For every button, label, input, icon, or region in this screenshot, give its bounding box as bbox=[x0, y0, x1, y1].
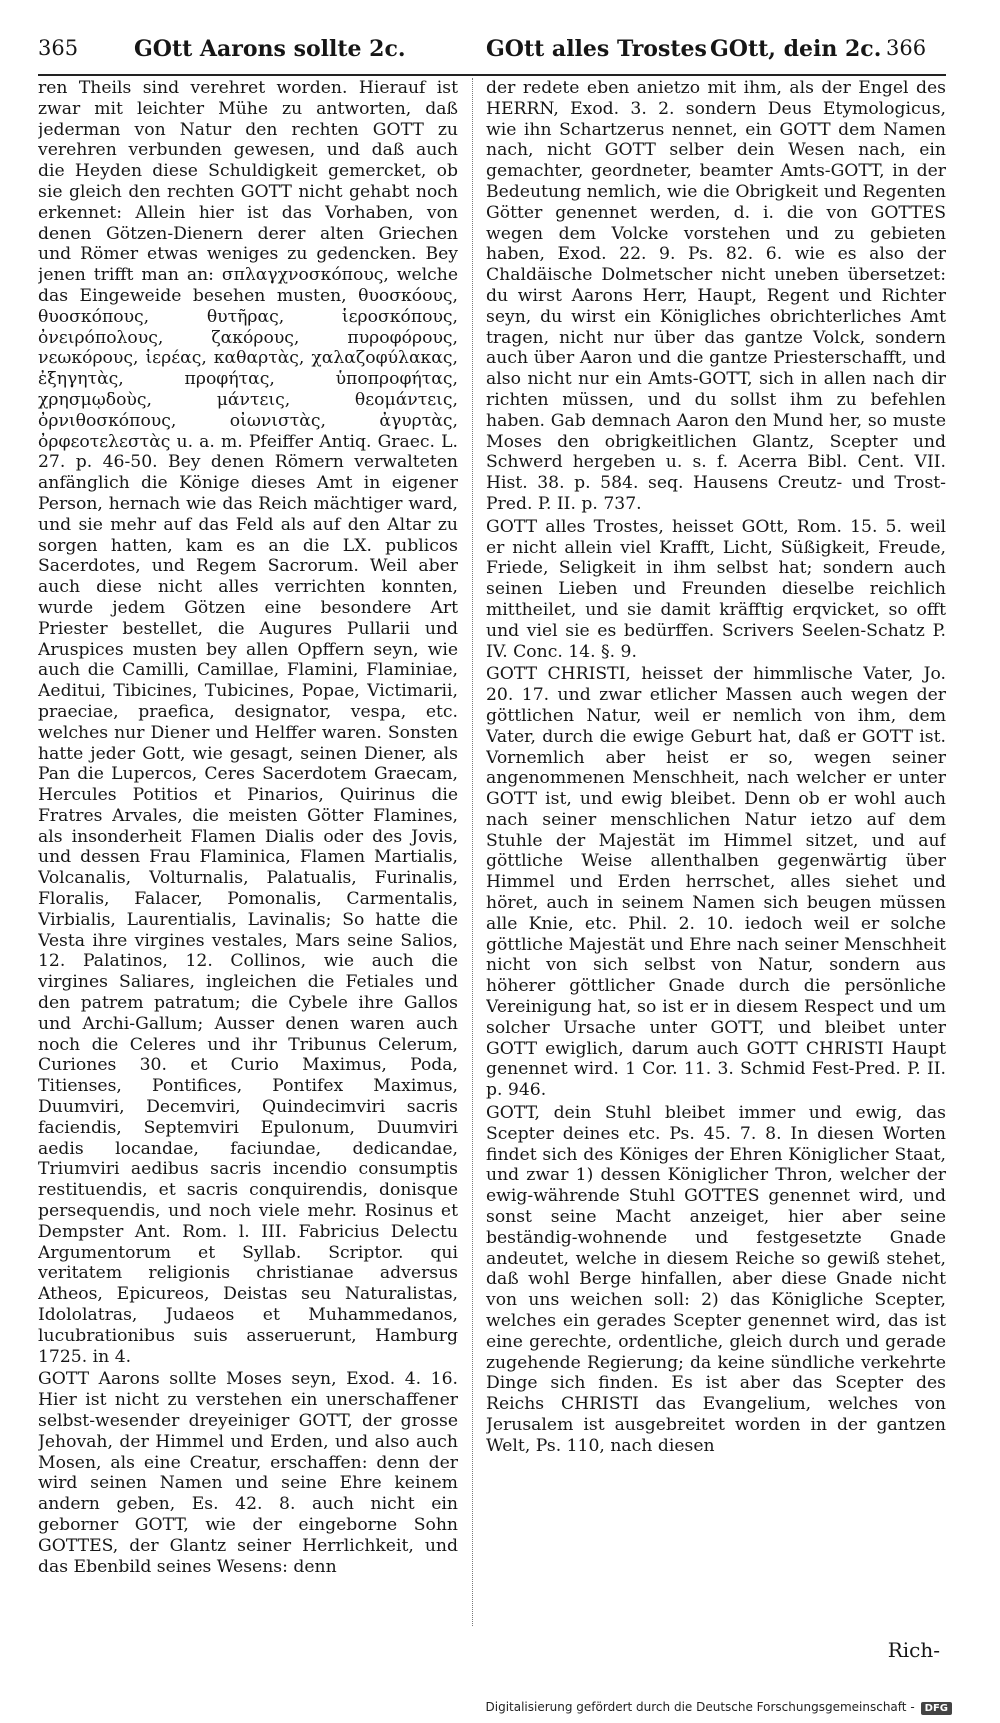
catchword: Rich- bbox=[887, 1638, 940, 1662]
column-divider bbox=[472, 78, 474, 1626]
right-text-column bbox=[486, 78, 946, 1630]
right-paragraph-continuation: der redete eben anietzo mit ihm, als der Engel des HERRN, Exod. 3. 2. sondern Deus Etymologicus, wie ihn Schartzerus nennet, ein GOTT dem Namen nach, nicht GOTT selber dein Wesen nach, ein gemachter, geordneter, beamter Amts-GOTT, in der Bedeutung nemlich, wie die Obrigkeit und Regenten Götter genennet werden, d. i. die von GOTTES wegen dem Volcke vorstehen und zu gebieten haben, Exod. 22. 9. Ps. 82. 6. wie es also der Chaldäische Dolmetscher nicht uneben übersetzet: du wirst Aarons Herr, Haupt, Regent und Richter seyn, du wirst ein Königliches obrichterliches Amt tragen, nicht nur über das gantze Volck, sondern auch über Aaron und die gantze Priesterschafft, und also nicht nur ein Amts-GOTT, sich in allen nach dir richten müssen, und du sollst ihm zu befehlen haben. Gab demnach Aaron den Mund her, so muste Moses den obrigkeitlichen Glantz, Scepter und Schwerd hergeben u. s. f. Acerra Bibl. Cent. VII. Hist. 38. p. 584. seq. Hausens Creutz- und Trost-Pred. P. II. p. 737. bbox=[486, 78, 946, 514]
right-running-title-second: GOtt, dein 2c. bbox=[710, 36, 882, 62]
left-running-title: GOtt Aarons sollte 2c. bbox=[134, 36, 406, 62]
page-header bbox=[38, 30, 946, 76]
right-paragraph-gott-dein-stuhl: GOTT, dein Stuhl bleibet immer und ewig, das Scepter deines etc. Ps. 45. 7. 8. In diesen Worten findet sich des Königes der Ehren Königlicher Staat, und zwar 1) dessen Königlicher Thron, welcher der ewig-währende Stuhl GOTTES genennet wird, und sonst seine Macht anzeiget, hier aber seine beständig-wohnende und festgesetzte Gnade andeutet, welche in diesem Reiche so gewiß stehet, daß wohl Berge hinfallen, aber diese Gnade nicht von uns weichen soll: 2) das Königliche Scepter, welches ein gerades Scepter genennet wird, das ist eine gerechte, ordentliche, gleich durch und gerade zugehende Regierung; da keine sündliche verkehrte Dinge sich finden. Es ist aber das Scepter des Reichs CHRISTI das Evangelium, welches von Jerusalem ist ausgebreitet worden in der gantzen Welt, Ps. 110, nach diesen bbox=[486, 1103, 946, 1456]
left-paragraph-gott-aarons: GOTT Aarons sollte Moses seyn, Exod. 4. 16. Hier ist nicht zu verstehen ein unerschaffener selbst-wesender dreyeiniger GOTT, der grosse Jehovah, der Himmel und Erden, und also auch Mosen, als eine Creatur, erschaffen: denn der wird seinen Namen und seine Ehre keinem andern geben, Es. 42. 8. auch nicht ein geborner GOTT, wie der eingeborne Sohn GOTTES, der Glantz seiner Herrlichkeit, und das Ebenbild seines Wesens: denn bbox=[38, 1369, 458, 1577]
right-paragraph-gott-christi: GOTT CHRISTI, heisset der himmlische Vater, Jo. 20. 17. und zwar etlicher Massen auch wegen der göttlichen Natur, weil er nemlich von ihm, dem Vater, durch die ewige Geburt hat, daß er GOTT ist. Vornemlich aber heist er so, wegen seiner angenommenen Menschheit, nach welcher er unter GOTT ist, und ewig bleibet. Denn ob er wohl auch nach seiner menschlichen Natur ietzo auf dem Stuhle der Majestät im Himmel sitzet, und auf göttliche Weise allenthalben gegenwärtig über Himmel und Erden herrschet, alles siehet und höret, auch in seinem Namen sich beugen müssen alle Knie, etc. Phil. 2. 10. iedoch weil er solche göttliche Majestät und Ehre nach seiner Menschheit nicht von sich selbst von Natur, sondern aus höherer göttlicher Gnade durch die persönliche Vereinigung hat, so ist er in diesem Respect und um solcher Ursache unter GOTT, und bleibet unter GOTT ewiglich, darum auch GOTT CHRISTI Haupt genennet wird. 1 Cor. 11. 3. Schmid Fest-Pred. P. II. p. 946. bbox=[486, 664, 946, 1101]
left-paragraph-priests: ren Theils sind verehret worden. Hierauf ist zwar mit leichter Mühe zu antworten, daß jederman von Natur den rechten GOTT zu verehren verbunden gewesen, und daß auch die Heyden diese Schuldigkeit gemercket, ob sie gleich den rechten GOTT nicht gehabt noch erkennet: Allein hier ist das Vorhaben, von denen Götzen-Dienern derer alten Griechen und Römer etwas weniges zu gedencken. Bey jenen trifft man an: σπλαγχνοσκόπους, welche das Eingeweide besehen musten, θυοσκόους, θυοσκόπους, θυτῆρας, ἱεροσκόπους, ὀνειρόπολους, ζακόρους, πυροφόρους, νεωκόρους, ἱερέας, καθαρτὰς, χαλαζοφύλακας, ἐξηγητὰς, προφήτας, ὑποπροφήτας, χρησμῳδοὺς, μάντεις, θεομάντεις, ὀρνιθοσκόπους, οἰωνιστὰς, ἀγυρτὰς, ὀρφεοτελεστὰς u. a. m. Pfeiffer Antiq. Graec. L. 27. p. 46-50. Bey denen Römern verwalteten anfänglich die Könige dieses Amt in eigener Person, hernach wie das Reich mächtiger ward, und sie mehr auf das Feld als auf den Altar zu sorgen hatten, kam es an die LX. publicos Sacerdotes, und Regem Sacrorum. Weil aber auch diese nicht alles verrichten konnten, wurde jedem Götzen eine besondere Art Priester bestellet, die Augures Pullarii und Aruspices musten bey allen Opffern seyn, wie auch die Camilli, Camillae, Flamini, Flaminiae, Aeditui, Tibicines, Tubicines, Popae, Victimarii, praeciae, praefica, designator, vespa, etc. welches nur Diener und Helffer waren. Sonsten hatte jeder Gott, wie gesagt, seinen Diener, als Pan die Lupercos, Ceres Sacerdotem Graecam, Hercules Potitios et Pinarios, Quirinus die Fratres Arvales, die meisten Götter Flamines, als insonderheit Flamen Dialis oder des Jovis, und dessen Frau Flaminica, Flamen Martialis, Volcanalis, Volturnalis, Palatualis, Furinalis, Floralis, Falacer, Pomonalis, Carmentalis, Virbialis, Laurentialis, Lavinalis; So hatte die Vesta ihre virgines vestales, Mars seine Salios, 12. Palatinos, 12. Collinos, wie auch die virgines Saliares, ingleichen die Fetiales und den patrem patratum; die Cybele ihre Gallos und Archi-Gallum; Ausser denen waren auch noch die Celeres und ihr Tribunus Celerum, Curiones 30. et Curio Maximus, Poda, Titienses, Pontifices, Pontifex Maximus, Duumviri, Decemviri, Quindecimviri sacris faciendis, Septemviri Epulonum, Duumviri aedis locandae, faciundae, dedicandae, Triumviri aedibus sacris incendio consumptis restituendis, et sacris conquirendis, donisque persequendis, und noch viele mehr. Rosinus et Dempster Ant. Rom. l. III. Fabricius Delectu Argumentorum et Syllab. Scriptor. qui veritatem religionis christianae adversus Atheos, Epicureos, Deistas seu Naturalistas, Idololatras, Judaeos et Muhammedanos, lucubrationibus suis asseruerunt, Hamburg 1725. in 4. bbox=[38, 78, 458, 1367]
digitization-footer bbox=[486, 1700, 953, 1715]
right-page-number: 366 bbox=[886, 36, 927, 60]
right-running-title-first: GOtt alles Trostes bbox=[486, 36, 707, 62]
left-text-column bbox=[38, 78, 458, 1630]
left-page-number: 365 bbox=[38, 36, 79, 60]
dfg-logo: DFG bbox=[921, 1702, 952, 1715]
right-paragraph-gott-alles-trostes: GOTT alles Trostes, heisset GOtt, Rom. 15. 5. weil er nicht allein viel Krafft, Licht, Süßigkeit, Freude, Friede, Seligkeit in ihm selbst hat; sondern auch seinen Lieben und Freunden dieselbe reichlich mittheilet, und sie damit kräfftig erqvicket, so offt und viel sie es bedürffen. Scrivers Seelen-Schatz P. IV. Conc. 14. §. 9. bbox=[486, 516, 946, 662]
footer-credit: Digitalisierung gefördert durch die Deutsche Forschungsgemeinschaft - bbox=[485, 1700, 915, 1714]
